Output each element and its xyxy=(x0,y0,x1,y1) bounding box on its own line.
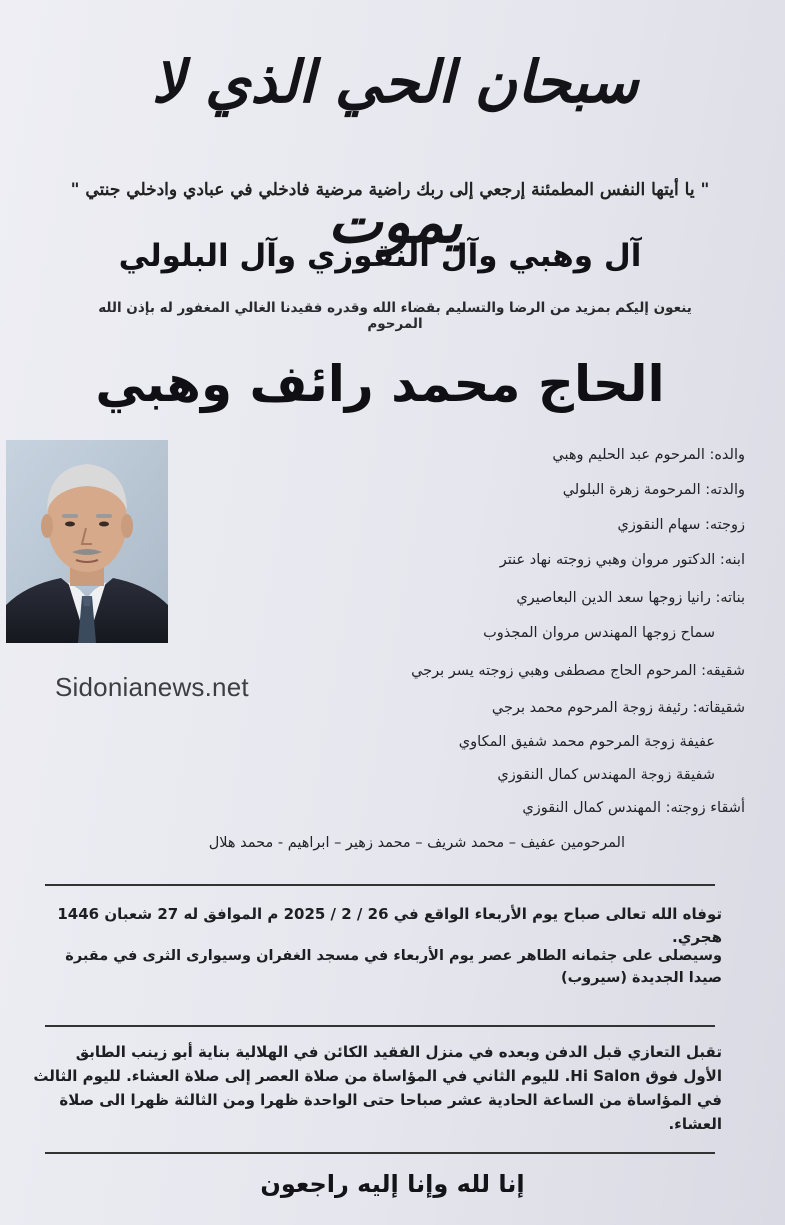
relative-line-son: ابنه: الدكتور مروان وهبي زوجته نهاد عنتر xyxy=(499,552,745,568)
relative-line-deceased-siblings: المرحومين عفيف – محمد شريف – محمد زهير – ابراهيم - محمد هلال xyxy=(208,835,625,851)
watermark-text: Sidonianews.net xyxy=(55,672,249,702)
quran-verse: " يا أيتها النفس المطمئنة إرجعي إلى ربك راضية مرضية فادخلي في عبادي وادخلي جنتي " xyxy=(70,180,710,200)
funeral-notice: وسيصلى على جثمانه الطاهر عصر يوم الأربعاء في مسجد الغفران وسيوارى الثرى في مقبرة صيدا الجديدة (سيروب) xyxy=(65,948,722,987)
intro-text: ينعون إليكم بمزيد من الرضا والتسليم بقضاء الله وقدره فقيدنا الغالي المغفور له بإذن الله المرحوم xyxy=(98,300,692,332)
condolences-notice: تقبل التعازي قبل الدفن وبعده في منزل الفقيد الكائن في الهلالية بناية أبو زينب الطابق الأول فوق Hi Salon. لليوم الثاني في المؤاساة من صلاة العصر إلى صلاة العشاء. لليوم الثالث في المؤاساة من الساعة الحادية عشر صباحا حتى الواحدة ظهرا ومن الثالثة ظهرا الى صلاة العشاء. xyxy=(33,1043,722,1133)
divider xyxy=(45,1025,715,1027)
deceased-photo xyxy=(6,440,168,643)
closing-verse: إنا لله وإنا إليه راجعون xyxy=(260,1170,525,1198)
relative-line-sister-3: شفيقة زوجة المهندس كمال النقوزي xyxy=(497,767,715,783)
death-notice: توفاه الله تعالى صباح يوم الأربعاء الواقع في 26 / 2 / 2025 م الموافق له 27 شعبان 1446 هجري. xyxy=(57,905,722,947)
divider xyxy=(45,1152,715,1154)
relative-line-wife: زوجته: سهام النقوزي xyxy=(617,517,745,533)
relative-line-sisters: شقيقاته: رئيفة زوجة المرحوم محمد برجي xyxy=(491,700,745,716)
calligraphy-heading: سبحان الحي الذي لا يموت xyxy=(151,48,639,256)
relative-line-wife-brothers: أشقاء زوجته: المهندس كمال النقوزي xyxy=(522,800,745,816)
portrait-image xyxy=(6,440,168,643)
relative-line-sister-2: عفيفة زوجة المرحوم محمد شفيق المكاوي xyxy=(458,734,715,750)
relative-line-daughter-2: سماح زوجها المهندس مروان المجذوب xyxy=(483,625,715,641)
relative-line-father: والده: المرحوم عبد الحليم وهبي xyxy=(552,447,745,463)
relative-line-mother: والدته: المرحومة زهرة البلولي xyxy=(562,482,745,498)
deceased-name: الحاج محمد رائف وهبي xyxy=(95,355,665,413)
divider xyxy=(45,884,715,886)
relative-line-daughters: بناته: رانيا زوجها سعد الدين البعاصيري xyxy=(516,590,745,606)
families-line: آل وهبي وآل النقوزي وآل البلولي xyxy=(118,238,642,274)
relative-line-brother: شقيقه: المرحوم الحاج مصطفى وهبي زوجته يسر برجي xyxy=(411,663,745,679)
